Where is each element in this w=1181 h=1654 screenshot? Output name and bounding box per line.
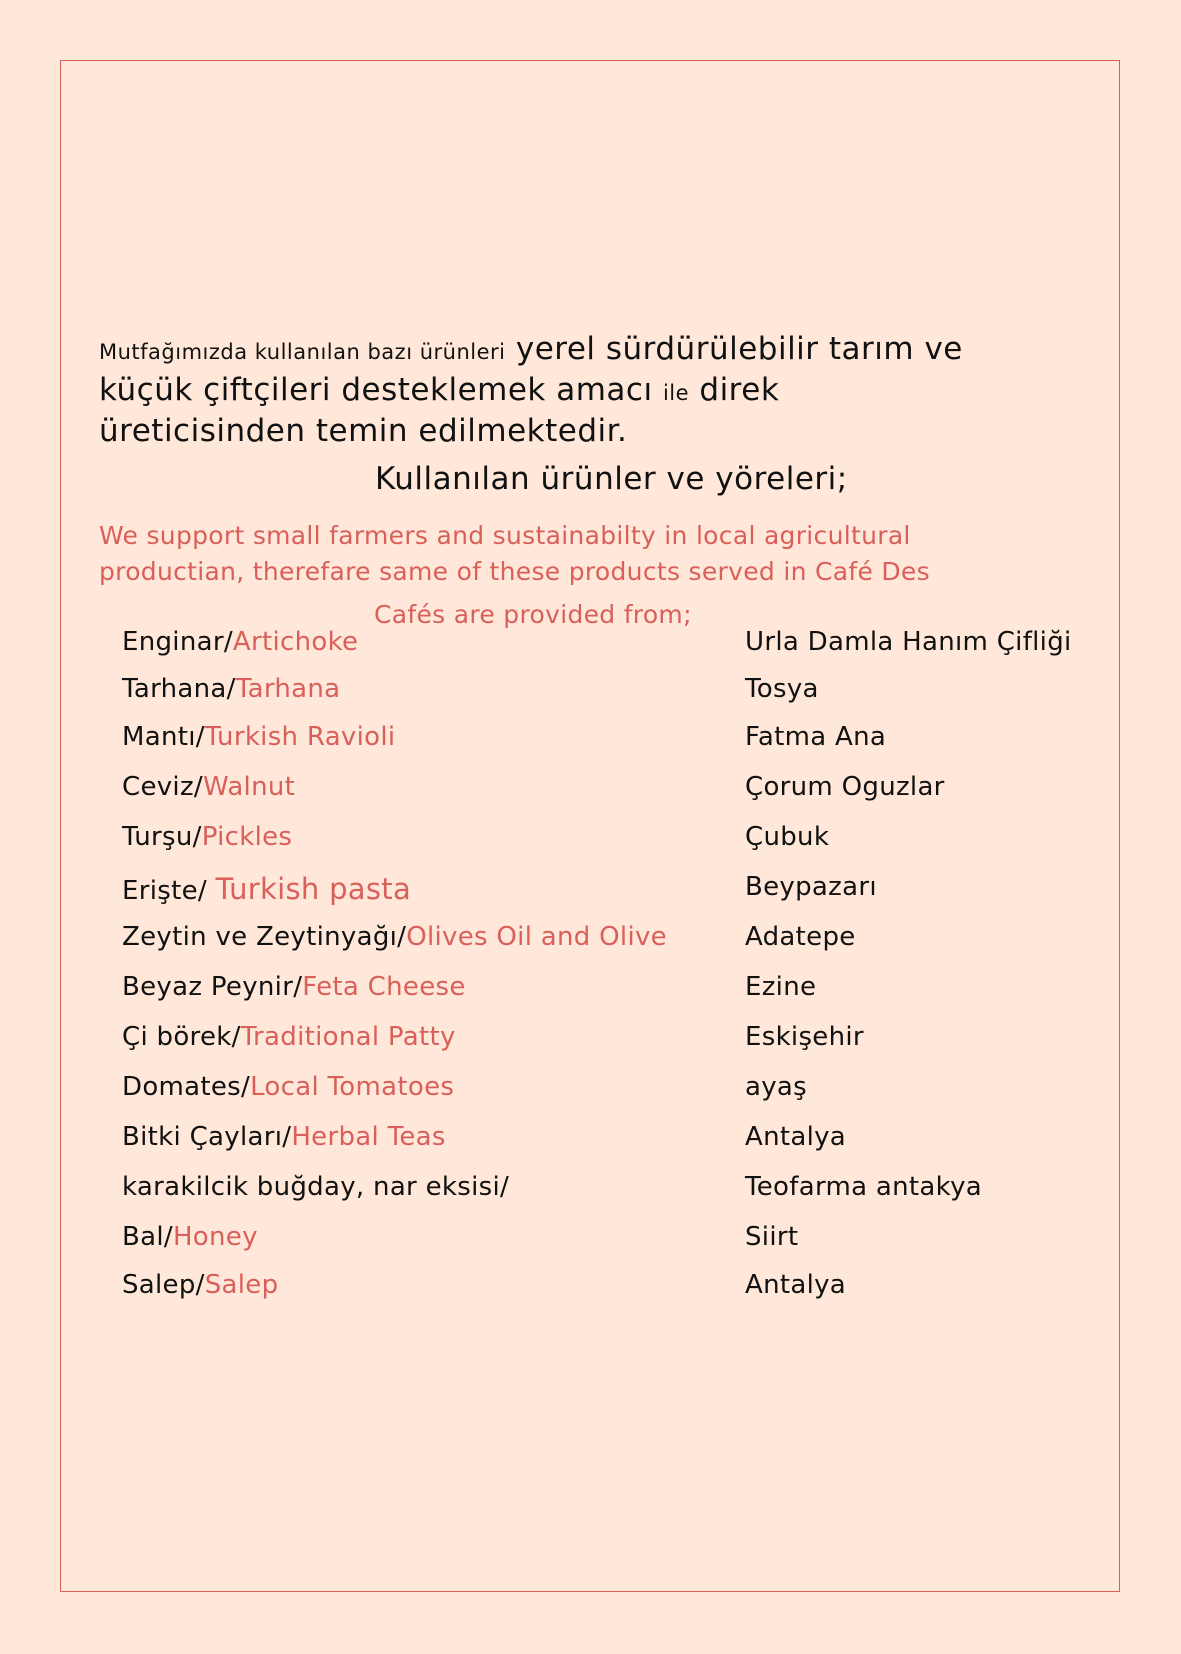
product-name-en: Pickles [201, 822, 293, 852]
product-name-en: Walnut [202, 772, 296, 802]
product-origin: Beypazarı [745, 872, 877, 902]
product-origin: Adatepe [745, 922, 856, 952]
product-item [122, 1022, 456, 1052]
intro-small-text-2: ile [662, 381, 690, 405]
product-name-en: Turkish Ravioli [204, 722, 396, 752]
english-line-2: Cafés are provided from; [374, 600, 692, 629]
intro-paragraph [99, 330, 979, 450]
product-origin: Eskişehir [745, 1022, 864, 1052]
products-subtitle: Kullanılan ürünler ve yöreleri; [375, 461, 848, 497]
product-name-tr: Domates/ [122, 1072, 251, 1102]
product-origin: Çubuk [745, 822, 830, 852]
intro-large-text-2: direk üreticisinden temin edilmektedir. [99, 372, 780, 449]
english-line-1: We support small farmers and sustainabilty in local agricultural productian, therefare same of these products served in Café Des [99, 521, 930, 586]
product-name-en: Herbal Teas [291, 1122, 446, 1152]
product-item [122, 822, 292, 852]
product-origin: Teofarma antakya [745, 1172, 982, 1202]
product-item [122, 627, 358, 657]
product-name-tr: Enginar/ [122, 627, 233, 657]
product-origin: Siirt [745, 1222, 799, 1252]
intro-large-text: yerel sürdürülebilir tarım ve küçük çiftçileri desteklemek amacı [99, 331, 963, 408]
product-name-en: Honey [172, 1222, 258, 1252]
product-item [122, 674, 340, 704]
product-name-tr: Turşu/ [122, 822, 202, 852]
product-name-en: Turkish pasta [215, 872, 412, 906]
product-origin: Ezine [745, 972, 817, 1002]
product-origin: Antalya [745, 1270, 847, 1300]
product-name-en: Local Tomatoes [250, 1072, 455, 1102]
product-item [122, 872, 411, 906]
product-item [122, 1072, 454, 1102]
product-name-en: Traditional Patty [240, 1022, 456, 1052]
product-item [122, 1222, 258, 1252]
product-origin: Çorum Oguzlar [745, 772, 945, 802]
product-name-tr: Çi börek/ [122, 1022, 241, 1052]
product-name-tr: Ceviz/ [122, 772, 203, 802]
product-name-tr: Mantı/ [122, 722, 205, 752]
product-name-en: Salep [204, 1270, 279, 1300]
product-item [122, 1172, 509, 1202]
product-item [122, 722, 395, 752]
product-name-en: Artichoke [232, 627, 359, 657]
product-origin: Fatma Ana [745, 722, 887, 752]
product-name-tr: Salep/ [122, 1270, 205, 1300]
product-item [122, 772, 295, 802]
english-paragraph [99, 518, 1039, 633]
product-name-tr: Tarhana/ [122, 674, 236, 704]
product-item [122, 1122, 446, 1152]
product-name-en: Tarhana [235, 674, 341, 704]
product-name-tr: karakilcik buğday, nar eksisi/ [122, 1172, 510, 1202]
product-origin: Antalya [745, 1122, 847, 1152]
product-name-en: Olives Oil and Olive [406, 922, 667, 952]
product-origin: Tosya [745, 674, 819, 704]
product-name-tr: Erişte/ [122, 876, 216, 906]
product-name-en: Feta Cheese [302, 972, 466, 1002]
product-origin: Urla Damla Hanım Çifliği [745, 627, 1072, 657]
product-item [122, 1270, 278, 1300]
product-name-tr: Bal/ [122, 1222, 173, 1252]
product-item [122, 922, 667, 952]
product-name-tr: Beyaz Peynir/ [122, 972, 303, 1002]
product-item [122, 972, 466, 1002]
product-origin: ayaş [745, 1072, 807, 1102]
product-name-tr: Zeytin ve Zeytinyağı/ [122, 922, 407, 952]
product-name-tr: Bitki Çayları/ [122, 1122, 292, 1152]
intro-small-text: Mutfağımızda kullanılan bazı ürünleri [99, 340, 506, 364]
